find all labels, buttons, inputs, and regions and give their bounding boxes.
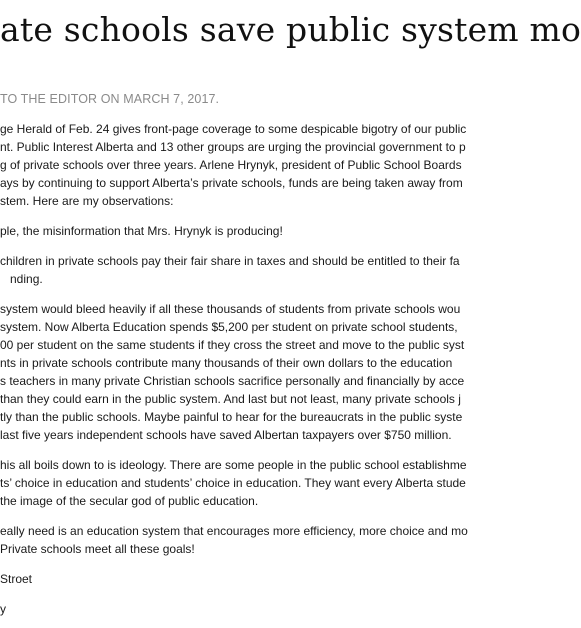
- article-byline: TO THE EDITOR ON MARCH 7, 2017.: [0, 92, 220, 106]
- body-line: stem. Here are my observations:: [0, 194, 174, 208]
- body-line: system. Now Alberta Education spends $5,200 per student on private school students,: [0, 320, 458, 334]
- body-line: 00 per student on the same students if they cross the street and move to the public syst: [0, 338, 465, 352]
- body-line: the image of the secular god of public education.: [0, 494, 259, 508]
- body-line: g of private schools over three years. Arlene Hrynyk, president of Public School Boards: [0, 158, 462, 172]
- body-line: children in private schools pay their fair share in taxes and should be entitled to their fa: [0, 254, 460, 268]
- body-line: tly than the public schools. Maybe painful to hear for the bureaucrats in the public syste: [0, 410, 463, 424]
- body-line: his all boils down to is ideology. There are some people in the public school establishme: [0, 458, 467, 472]
- body-line: ple, the misinformation that Mrs. Hrynyk is producing!: [0, 224, 283, 238]
- body-line: system would bleed heavily if all these thousands of students from private schools wou: [0, 302, 461, 316]
- body-line: Stroet: [0, 572, 33, 586]
- body-line: ays by continuing to support Alberta’s private schools, funds are being taken away from: [0, 176, 463, 190]
- body-line: ts’ choice in education and students’ choice in education. They want every Alberta stude: [0, 476, 466, 490]
- body-line: nding.: [10, 272, 43, 286]
- body-line: nts in private schools contribute many thousands of their own dollars to the education: [0, 356, 453, 370]
- body-line: y: [0, 602, 6, 616]
- body-line: ge Herald of Feb. 24 gives front-page coverage to some despicable bigotry of our public: [0, 122, 467, 136]
- body-line: eally need is an education system that encourages more efficiency, more choice and mo: [0, 524, 468, 538]
- body-line: Private schools meet all these goals!: [0, 542, 195, 556]
- body-line: last five years independent schools have saved Albertan taxpayers over $750 million.: [0, 428, 452, 442]
- body-line: nt. Public Interest Alberta and 13 other groups are urging the provincial government to p: [0, 140, 466, 154]
- article-headline: ate schools save public system mo: [0, 10, 581, 49]
- body-line: s teachers in many private Christian schools sacrifice personally and financially by acce: [0, 374, 465, 388]
- body-line: than they could earn in the public system. And last but not least, many private schools j: [0, 392, 461, 406]
